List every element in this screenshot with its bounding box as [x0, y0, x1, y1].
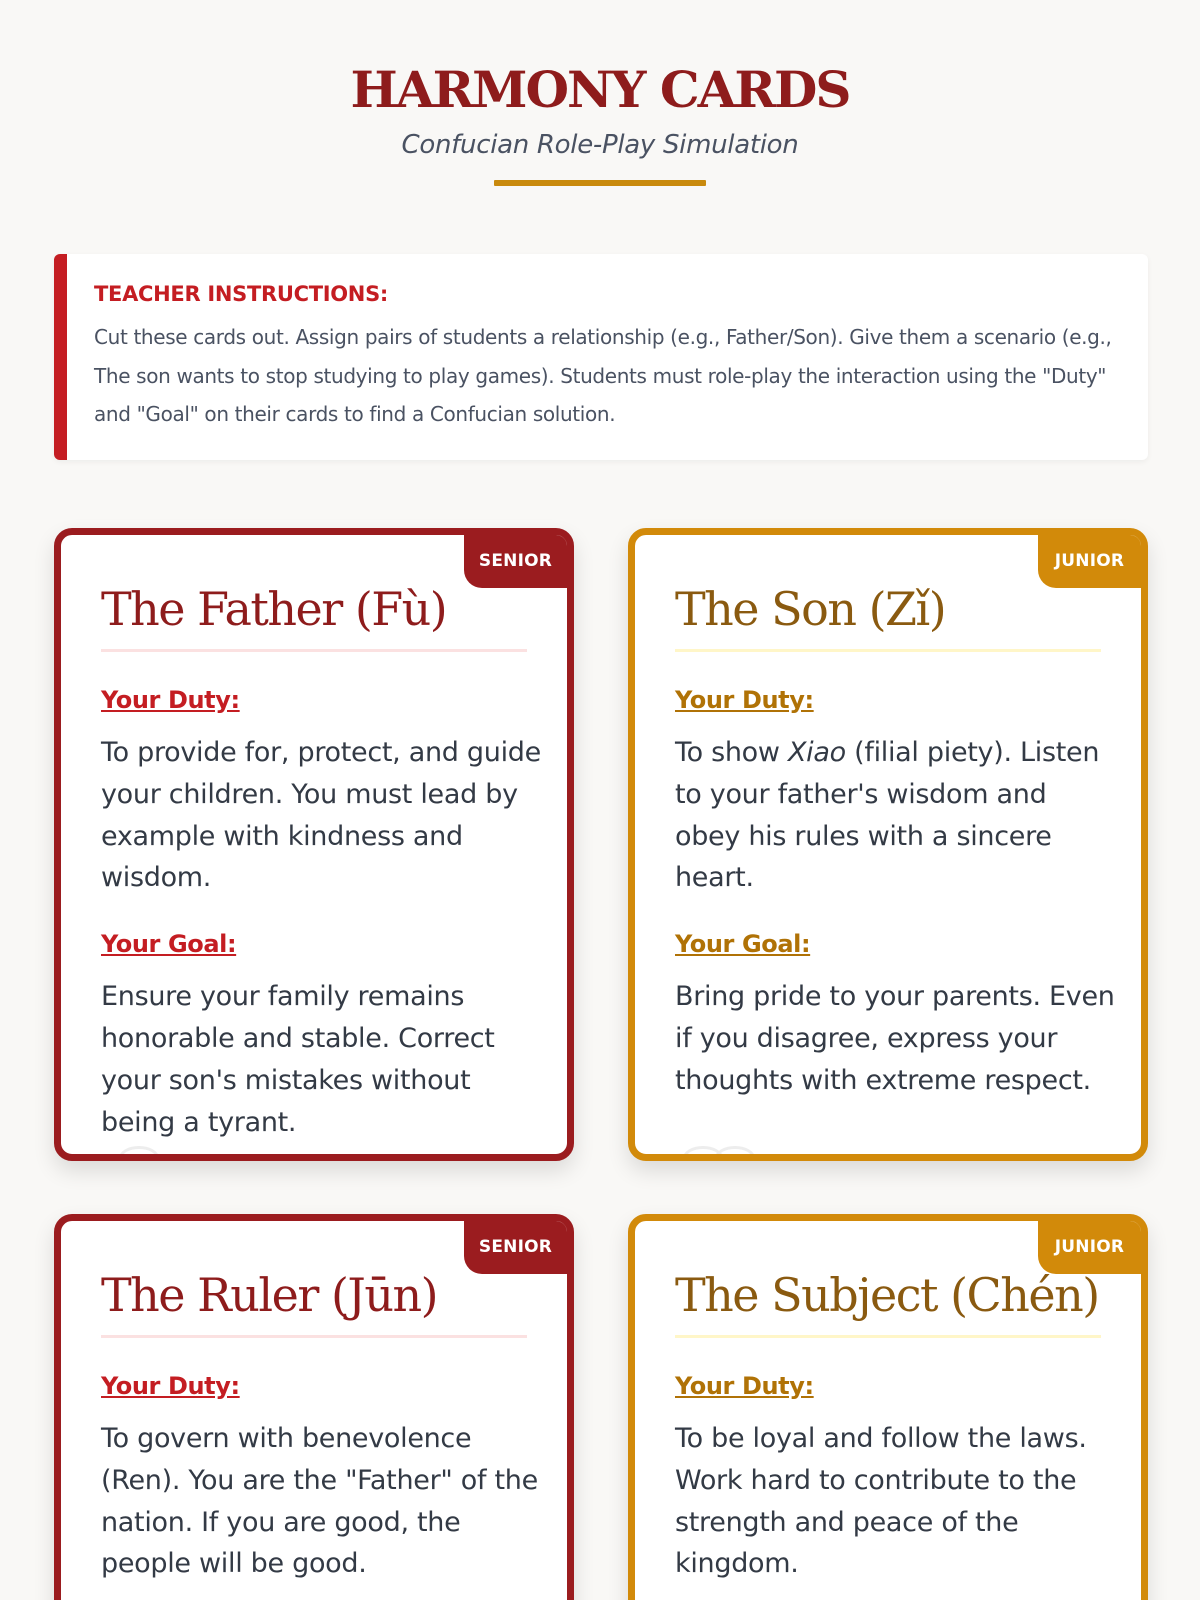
role-badge-senior: SENIOR [464, 535, 567, 588]
card-body [101, 1369, 541, 1585]
role-badge-junior: JUNIOR [1038, 535, 1141, 588]
instructions-heading: TEACHER INSTRUCTIONS: [94, 282, 388, 306]
card-body [101, 683, 541, 1143]
card-title: The Ruler (Jūn) [101, 1268, 438, 1322]
card-title: The Father (Fù) [101, 582, 447, 636]
page-header [0, 58, 1200, 186]
page-title: HARMONY CARDS [350, 60, 850, 119]
goal-label: Your Goal: [101, 930, 237, 959]
goal-text: Ensure your family remains honorable and stable. Correct your son's mistakes without being a tyrant. [101, 981, 495, 1138]
page-subtitle: Confucian Role-Play Simulation [401, 130, 799, 160]
role-badge-junior: JUNIOR [1038, 1221, 1141, 1274]
instructions-text: Cut these cards out. Assign pairs of students a relationship (e.g., Father/Son). Give them a scenario (e.g., The son wants to stop studying to play games). Students must role-play the interaction using the "Duty" and "Goal" on their cards to find a Confucian solution. [94, 325, 1112, 426]
duty-text: To be loyal and follow the laws. Work hard to contribute to the strength and peace of the kingdom. [675, 1423, 1087, 1580]
duty-text [675, 732, 1115, 899]
card-son [628, 528, 1148, 1161]
teacher-instructions-panel [54, 254, 1148, 460]
title-divider [494, 180, 706, 186]
duty-text: To provide for, protect, and guide your children. You must lead by example with kindness and wisdom. [101, 737, 541, 894]
duty-text-end: (filial piety). Listen to your father's wisdom and obey his rules with a sincere heart. [675, 737, 1100, 894]
duty-label: Your Duty: [675, 1372, 814, 1400]
goal-text: Bring pride to your parents. Even if you disagree, express your thoughts with extreme respect. [675, 981, 1115, 1096]
card-subject [628, 1214, 1148, 1600]
duty-text: To govern with benevolence (Ren). You are the "Father" of the nation. If you are good, the people will be good. [101, 1423, 538, 1580]
duty-text-emphasis: Xiao [787, 737, 846, 768]
duty-label: Your Duty: [101, 1372, 240, 1400]
card-divider [675, 649, 1101, 652]
card-father [54, 528, 574, 1161]
goal-label: Your Goal: [675, 930, 811, 959]
duty-text-start: To show [675, 737, 788, 768]
card-divider [101, 1335, 527, 1338]
card-divider [675, 1335, 1101, 1338]
decorative-arch-icon [119, 1146, 159, 1161]
card-ruler [54, 1214, 574, 1600]
duty-label: Your Duty: [101, 686, 240, 714]
card-body [675, 1369, 1115, 1585]
card-title: The Subject (Chén) [675, 1268, 1099, 1322]
duty-label: Your Duty: [675, 686, 814, 714]
card-divider [101, 649, 527, 652]
card-title: The Son (Zǐ) [675, 582, 946, 636]
card-body [675, 683, 1115, 1102]
decorative-arch-icon [715, 1146, 755, 1161]
role-badge-senior: SENIOR [464, 1221, 567, 1274]
